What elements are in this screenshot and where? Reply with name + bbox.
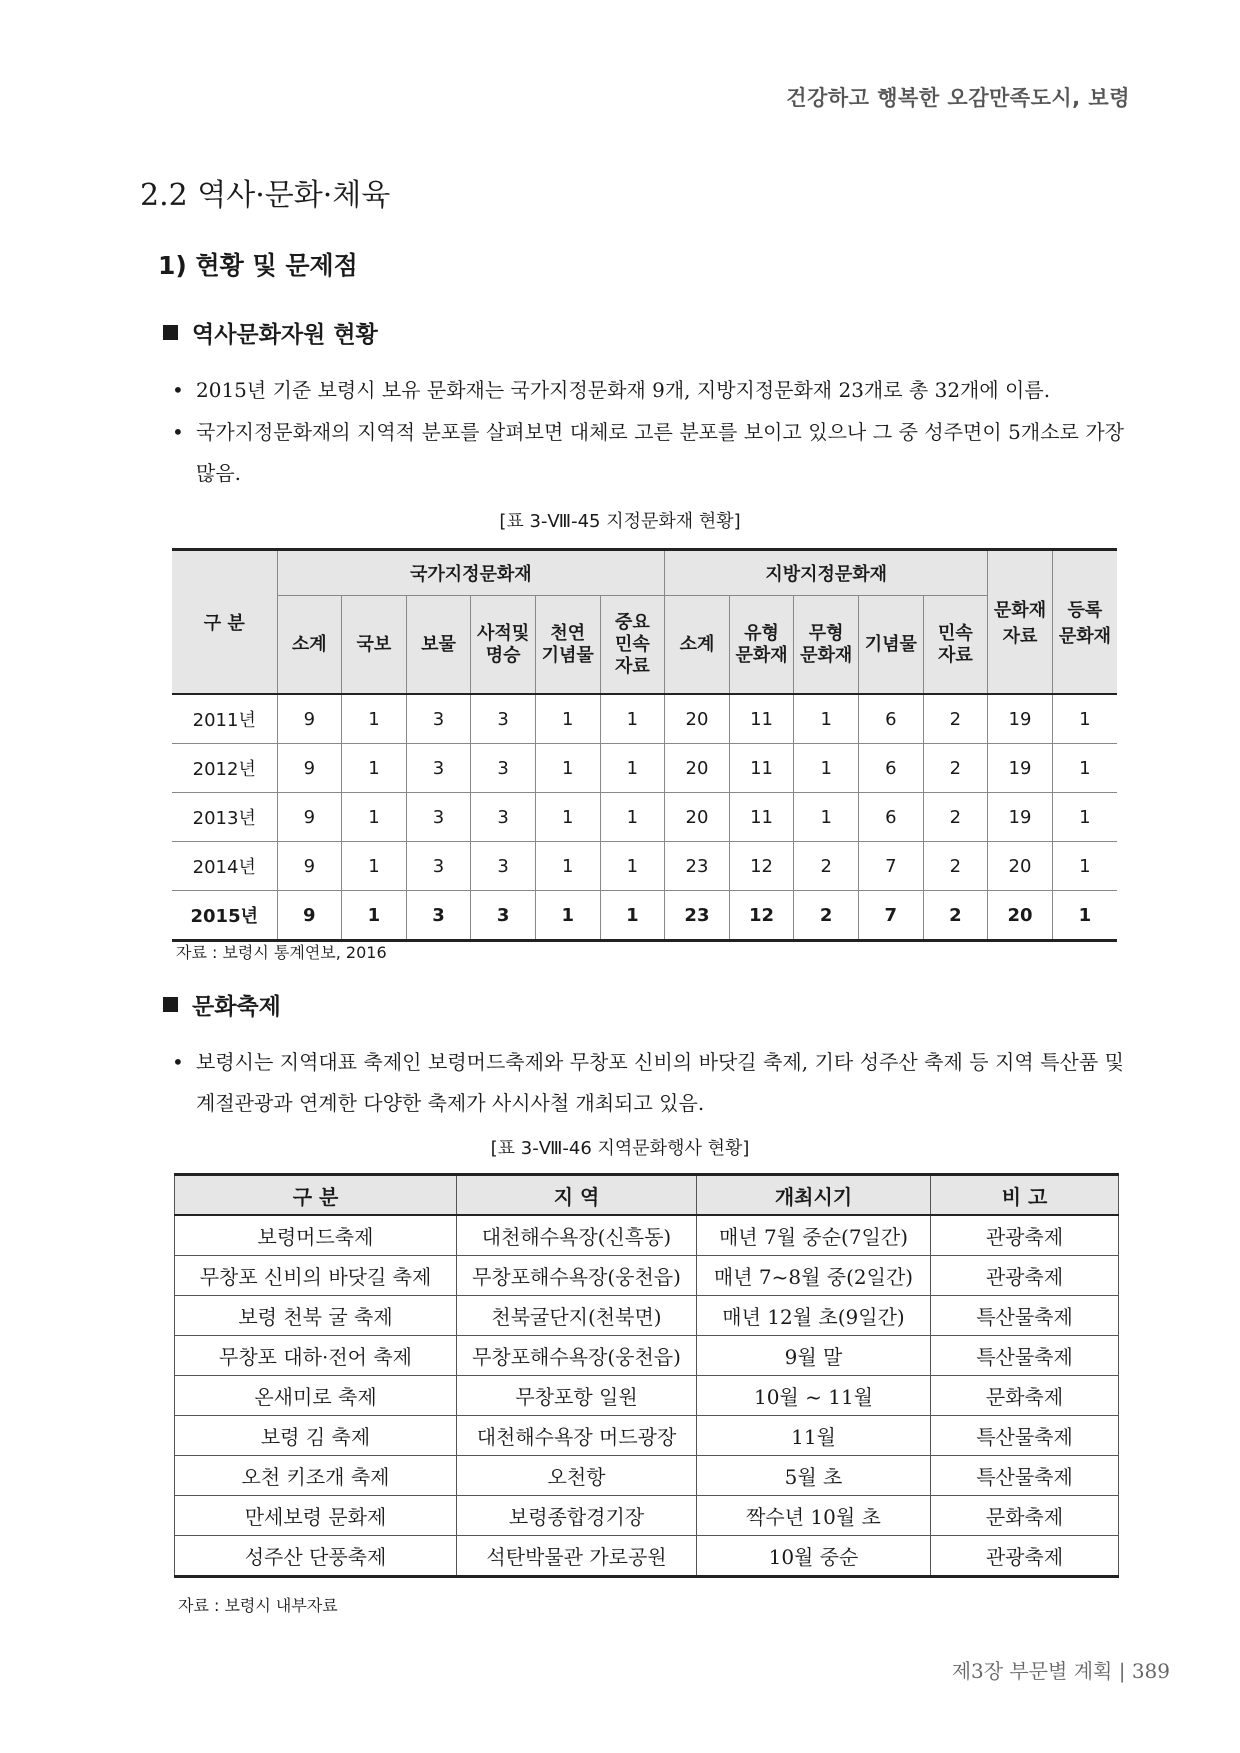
- festival-region-cell: 보령종합경기장: [457, 1496, 697, 1536]
- value-cell: 1: [1052, 793, 1117, 842]
- table-row: [175, 1456, 1119, 1496]
- festival-heading: [163, 988, 281, 1021]
- festival-name-cell: 오천 키조개 축제: [175, 1456, 457, 1496]
- festival-name-cell: 온새미로 축제: [175, 1376, 457, 1416]
- value-cell: 2: [923, 842, 988, 891]
- bullet-dot-icon: •: [172, 420, 184, 444]
- festival-region-cell: 무창포항 일원: [457, 1376, 697, 1416]
- running-header: 건강하고 행복한 오감만족도시, 보령: [786, 86, 1130, 110]
- bullet-text: 2015년 기준 보령시 보유 문화재는 국가지정문화재 9개, 지방지정문화재 23개로 총 32개에 이름.: [196, 378, 1051, 402]
- local-col-header: 무형 문화재: [794, 596, 859, 695]
- festival-note-cell: 특산물축제: [931, 1456, 1119, 1496]
- festival-name-cell: 무창포 대하·전어 축제: [175, 1336, 457, 1376]
- festival-note-cell: 문화축제: [931, 1376, 1119, 1416]
- festival-note-cell: 특산물축제: [931, 1336, 1119, 1376]
- value-cell: 6: [858, 694, 923, 744]
- festival-bullet-1: [172, 1042, 1124, 1124]
- value-cell: 3: [406, 694, 471, 744]
- value-cell: 9: [277, 744, 342, 793]
- festival-header-period: 개최시기: [697, 1175, 931, 1216]
- table-row: [175, 1336, 1119, 1376]
- value-cell: 1: [794, 744, 859, 793]
- local-col-header: 민속 자료: [923, 596, 988, 695]
- bullet-dot-icon: •: [172, 378, 184, 402]
- festival-heading-text: 문화축제: [192, 994, 281, 1020]
- value-cell: 3: [406, 744, 471, 793]
- value-cell: 2: [794, 842, 859, 891]
- group-local-header: 지방지정문화재: [665, 550, 988, 596]
- value-cell: 6: [858, 793, 923, 842]
- festival-header-note: 비 고: [931, 1175, 1119, 1216]
- value-cell: 1: [600, 694, 665, 744]
- festival-region-cell: 오천항: [457, 1456, 697, 1496]
- table-row: [172, 842, 1117, 891]
- national-col-header: 국보: [342, 596, 407, 695]
- local-col-header: 유형 문화재: [729, 596, 794, 695]
- value-cell: 1: [342, 744, 407, 793]
- heritage-table: [172, 548, 1117, 942]
- value-cell: 20: [665, 744, 730, 793]
- value-cell: 1: [600, 744, 665, 793]
- value-cell: 3: [471, 744, 536, 793]
- festival-name-cell: 성주산 단풍축제: [175, 1536, 457, 1577]
- festival-period-cell: 11월: [697, 1416, 931, 1456]
- table-row: [172, 793, 1117, 842]
- bullet-dot-icon: •: [172, 1050, 184, 1074]
- square-bullet-icon: [163, 325, 178, 340]
- festival-region-cell: 대천해수욕장(신흑동): [457, 1215, 697, 1256]
- table-row: [172, 744, 1117, 793]
- table-row: [172, 694, 1117, 744]
- festival-period-cell: 짝수년 10월 초: [697, 1496, 931, 1536]
- value-cell: 1: [1052, 744, 1117, 793]
- heritage-heading-text: 역사문화자원 현황: [192, 322, 378, 348]
- value-cell: 1: [342, 793, 407, 842]
- value-cell: 2: [923, 744, 988, 793]
- value-cell: 1: [535, 744, 600, 793]
- value-cell: 19: [988, 793, 1053, 842]
- value-cell: 1: [794, 793, 859, 842]
- festival-note-cell: 관광축제: [931, 1256, 1119, 1296]
- festival-name-cell: 무창포 신비의 바닷길 축제: [175, 1256, 457, 1296]
- value-cell: 7: [858, 842, 923, 891]
- value-cell: 9: [277, 793, 342, 842]
- value-cell: 11: [729, 694, 794, 744]
- national-col-header: 사적및 명승: [471, 596, 536, 695]
- value-cell: 19: [988, 694, 1053, 744]
- value-cell: 1: [1052, 842, 1117, 891]
- value-cell: 3: [471, 891, 536, 941]
- value-cell: 12: [729, 842, 794, 891]
- festival-region-cell: 무창포해수욕장(웅천읍): [457, 1256, 697, 1296]
- national-col-header: 중요 민속 자료: [600, 596, 665, 695]
- festival-name-cell: 보령 천북 굴 축제: [175, 1296, 457, 1336]
- heritage-table-caption: [표 3-Ⅷ-45 지정문화재 현황]: [499, 511, 741, 532]
- value-cell: 1: [535, 793, 600, 842]
- table-row: [175, 1215, 1119, 1256]
- festival-period-cell: 매년 12월 초(9일간): [697, 1296, 931, 1336]
- table-row: [175, 1376, 1119, 1416]
- local-col-header: 기념물: [858, 596, 923, 695]
- value-cell: 2: [923, 694, 988, 744]
- value-cell: 1: [535, 694, 600, 744]
- year-cell: 2013년: [172, 793, 277, 842]
- table-row: [175, 1496, 1119, 1536]
- subsection-title: 1) 현황 및 문제점: [158, 251, 358, 280]
- value-cell: 6: [858, 744, 923, 793]
- page-footer: 제3장 부문별 계획 | 389: [951, 1659, 1170, 1683]
- festival-region-cell: 대천해수욕장 머드광장: [457, 1416, 697, 1456]
- festival-period-cell: 5월 초: [697, 1456, 931, 1496]
- table-row: [175, 1296, 1119, 1336]
- value-cell: 1: [794, 694, 859, 744]
- national-col-header: 보물: [406, 596, 471, 695]
- value-cell: 9: [277, 842, 342, 891]
- value-cell: 1: [342, 891, 407, 941]
- value-cell: 20: [988, 891, 1053, 941]
- value-cell: 1: [342, 842, 407, 891]
- festival-table: [174, 1173, 1119, 1578]
- value-cell: 3: [471, 694, 536, 744]
- festival-name-cell: 만세보령 문화제: [175, 1496, 457, 1536]
- festival-table-caption: [표 3-Ⅷ-46 지역문화행사 현황]: [490, 1138, 750, 1159]
- festival-note-cell: 특산물축제: [931, 1296, 1119, 1336]
- festival-note-cell: 관광축제: [931, 1536, 1119, 1577]
- heritage-heading: [163, 316, 378, 349]
- table-row: [175, 1536, 1119, 1577]
- category-header: 구 분: [172, 550, 277, 695]
- value-cell: 3: [406, 891, 471, 941]
- year-cell: 2011년: [172, 694, 277, 744]
- value-cell: 11: [729, 793, 794, 842]
- festival-period-cell: 10월 ~ 11월: [697, 1376, 931, 1416]
- table-row: [175, 1416, 1119, 1456]
- value-cell: 9: [277, 891, 342, 941]
- festival-header-name: 구 분: [175, 1175, 457, 1216]
- festival-source: 자료 : 보령시 내부자료: [178, 1596, 338, 1615]
- festival-note-cell: 특산물축제: [931, 1416, 1119, 1456]
- value-cell: 1: [600, 891, 665, 941]
- festival-header-region: 지 역: [457, 1175, 697, 1216]
- festival-note-cell: 관광축제: [931, 1215, 1119, 1256]
- heritage-bullet-2: [172, 412, 1124, 494]
- value-cell: 23: [665, 842, 730, 891]
- value-cell: 19: [988, 744, 1053, 793]
- value-cell: 11: [729, 744, 794, 793]
- local-col-header: 소계: [665, 596, 730, 695]
- year-cell: 2015년: [172, 891, 277, 941]
- value-cell: 9: [277, 694, 342, 744]
- year-cell: 2014년: [172, 842, 277, 891]
- table-row: [172, 891, 1117, 941]
- festival-period-cell: 매년 7~8월 중(2일간): [697, 1256, 931, 1296]
- square-bullet-icon: [163, 997, 178, 1012]
- value-cell: 3: [406, 793, 471, 842]
- value-cell: 1: [535, 891, 600, 941]
- value-cell: 20: [665, 793, 730, 842]
- value-cell: 2: [923, 793, 988, 842]
- festival-note-cell: 문화축제: [931, 1496, 1119, 1536]
- registered-header: 등록 문화재: [1052, 550, 1117, 695]
- festival-name-cell: 보령 김 축제: [175, 1416, 457, 1456]
- heritage-source: 자료 : 보령시 통계연보, 2016: [176, 943, 387, 962]
- value-cell: 1: [342, 694, 407, 744]
- festival-period-cell: 매년 7월 중순(7일간): [697, 1215, 931, 1256]
- value-cell: 2: [923, 891, 988, 941]
- value-cell: 23: [665, 891, 730, 941]
- value-cell: 7: [858, 891, 923, 941]
- cultural-data-header: 문화재 자료: [988, 550, 1053, 695]
- value-cell: 3: [471, 842, 536, 891]
- festival-period-cell: 9월 말: [697, 1336, 931, 1376]
- heritage-bullet-1: [172, 370, 1124, 411]
- value-cell: 20: [665, 694, 730, 744]
- festival-region-cell: 무창포해수욕장(웅천읍): [457, 1336, 697, 1376]
- section-title: 2.2 역사·문화·체육: [140, 178, 391, 213]
- value-cell: 1: [1052, 891, 1117, 941]
- value-cell: 20: [988, 842, 1053, 891]
- bullet-text: 국가지정문화재의 지역적 분포를 살펴보면 대체로 고른 분포를 보이고 있으나 그 중 성주면이 5개소로 가장 많음.: [196, 420, 1124, 485]
- bullet-text: 보령시는 지역대표 축제인 보령머드축제와 무창포 신비의 바닷길 축제, 기타 성주산 축제 등 지역 특산품 및 계절관광과 연계한 다양한 축제가 사시사철 개최되고 있음.: [196, 1050, 1124, 1115]
- value-cell: 1: [600, 842, 665, 891]
- value-cell: 1: [535, 842, 600, 891]
- value-cell: 12: [729, 891, 794, 941]
- national-col-header: 소계: [277, 596, 342, 695]
- national-col-header: 천연 기념물: [535, 596, 600, 695]
- year-cell: 2012년: [172, 744, 277, 793]
- value-cell: 3: [406, 842, 471, 891]
- group-national-header: 국가지정문화재: [277, 550, 665, 596]
- table-row: [175, 1256, 1119, 1296]
- festival-period-cell: 10월 중순: [697, 1536, 931, 1577]
- value-cell: 1: [600, 793, 665, 842]
- festival-name-cell: 보령머드축제: [175, 1215, 457, 1256]
- value-cell: 2: [794, 891, 859, 941]
- festival-region-cell: 천북굴단지(천북면): [457, 1296, 697, 1336]
- festival-region-cell: 석탄박물관 가로공원: [457, 1536, 697, 1577]
- value-cell: 1: [1052, 694, 1117, 744]
- value-cell: 3: [471, 793, 536, 842]
